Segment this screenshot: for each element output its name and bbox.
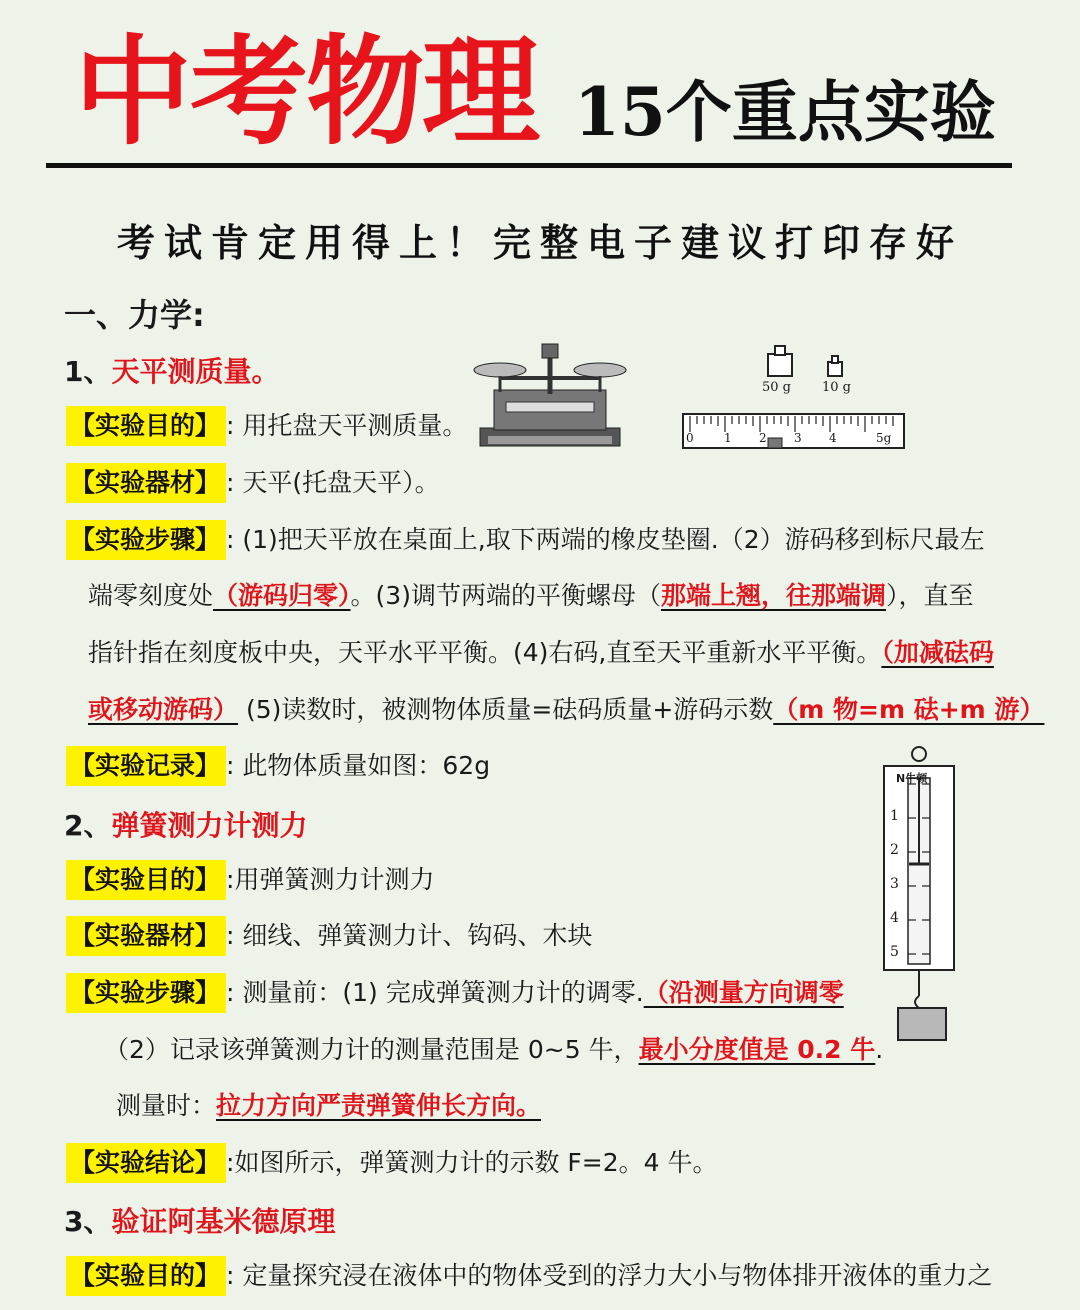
exp3-purpose-text: : 定量探究浸在液体中的物体受到的浮力大小与物体排开液体的重力之 — [226, 1261, 993, 1290]
exp2-steps-text-2b: . — [875, 1035, 884, 1064]
exp1-purpose-text: : 用托盘天平测质量。 — [226, 411, 468, 440]
exp1-purpose-tag: 【实验目的】 — [66, 406, 226, 446]
ruler-tick-label: 0 — [686, 431, 694, 445]
exp1-steps-text-2a: 端零刻度处 — [88, 581, 214, 610]
exp1-steps-line-1 — [66, 520, 985, 560]
spring-scale-figure — [880, 744, 960, 1044]
ruler-tick-label: 1 — [724, 431, 732, 445]
exp2-highlight-zeroing: （沿测量方向调零 — [643, 978, 844, 1007]
spring-scale-tick-2: 2 — [890, 842, 899, 858]
exp1-purpose-line — [66, 406, 467, 446]
spring-scale-tick-3: 3 — [890, 876, 899, 892]
exp2-conclusion-line — [66, 1143, 717, 1183]
exp1-steps-text-2b: 。(3)调节两端的平衡螺母（ — [350, 581, 661, 610]
exp2-steps-line-1 — [66, 973, 844, 1013]
exp2-steps-line-2 — [104, 1030, 883, 1070]
exp2-conclusion-text: :如图所示，弹簧测力计的示数 F=2。4 牛。 — [226, 1148, 718, 1177]
exp1-steps-text-4: (5)读数时，被测物体质量=砝码质量+游码示数 — [238, 695, 774, 724]
exp1-highlight-formula: （m 物=m 砝+m 游） — [773, 695, 1045, 724]
exp2-equipment-text: : 细线、弹簧测力计、钩码、木块 — [226, 921, 593, 950]
ruler-tick-labels — [686, 431, 902, 449]
exp2-steps-text-2a: （2）记录该弹簧测力计的测量范围是 0~5 牛， — [104, 1035, 639, 1064]
exp1-highlight-adjust: 那端上翘，往那端调 — [660, 581, 886, 610]
exp1-steps-text-3: 指针指在刻度板中央，天平水平平衡。(4)右码,直至天平重新水平平衡。 — [88, 638, 882, 667]
weight-50g-label: 50 g — [762, 380, 791, 395]
experiment-3-name: 验证阿基米德原理 — [111, 1205, 336, 1238]
exp1-steps-tag: 【实验步骤】 — [66, 520, 226, 560]
exp1-equipment-line — [66, 463, 440, 503]
exp1-equipment-text: : 天平(托盘天平）。 — [226, 468, 440, 497]
exp2-steps-text-3: 测量时： — [116, 1091, 217, 1120]
exp1-steps-line-3 — [88, 633, 994, 673]
exp3-purpose-tag: 【实验目的】 — [66, 1256, 226, 1296]
exp1-highlight-rider: 或移动游码） — [88, 695, 239, 724]
ruler-tick-label: 3 — [794, 431, 802, 445]
exp1-steps-text-2c: ），直至 — [885, 581, 974, 610]
exp2-steps-line-3 — [116, 1086, 541, 1126]
exp2-highlight-division: 最小分度值是 0.2 牛 — [638, 1035, 876, 1064]
exp1-record-line — [66, 746, 490, 786]
exp2-conclusion-tag: 【实验结论】 — [66, 1143, 226, 1183]
exp2-equipment-line — [66, 916, 592, 956]
experiment-2-heading — [64, 804, 308, 844]
page-subtitle-main: 15个重点实验 — [574, 73, 996, 151]
experiment-1-number: 1、 — [64, 355, 112, 388]
experiment-3-number: 3、 — [64, 1205, 112, 1238]
spring-scale-unit-label: N牛顿 — [896, 772, 928, 785]
page-title: 中考物理 — [74, 22, 539, 161]
spring-scale-tick-1: 1 — [890, 808, 899, 824]
experiment-1-name: 天平测质量。 — [111, 355, 280, 388]
exp1-steps-line-2 — [88, 576, 973, 616]
exp2-equipment-tag: 【实验器材】 — [66, 916, 226, 956]
exp2-steps-tag: 【实验步骤】 — [66, 973, 226, 1013]
experiment-2-number: 2、 — [64, 809, 112, 842]
spring-scale-tick-4: 4 — [890, 910, 899, 926]
exp2-purpose-tag: 【实验目的】 — [66, 860, 226, 900]
balance-scale-figure — [470, 338, 630, 454]
spring-scale-tick-5: 5 — [890, 944, 899, 960]
exp2-steps-text-1: : 测量前：(1) 完成弹簧测力计的调零. — [226, 978, 644, 1007]
exp2-purpose-text: :用弹簧测力计测力 — [226, 865, 435, 894]
ruler-tick-label: 5g — [876, 431, 892, 445]
ruler-tick-label: 2 — [759, 431, 767, 445]
exp1-highlight-zero: （游码归零） — [213, 581, 351, 610]
weight-10g-label: 10 g — [822, 380, 851, 395]
tagline: 考试肯定用得上！完整电子建议打印存好 — [116, 220, 963, 265]
section-heading-mechanics: 一、力学: — [64, 296, 205, 334]
exp1-steps-text-1: : (1)把天平放在桌面上,取下两端的橡皮垫圈.（2）游码移到标尺最左 — [226, 525, 985, 554]
exp1-highlight-weights: （加减砝码 — [881, 638, 994, 667]
exp3-purpose-line — [66, 1256, 992, 1296]
experiment-2-name: 弹簧测力计测力 — [111, 809, 308, 842]
exp1-record-tag: 【实验记录】 — [66, 746, 226, 786]
exp2-purpose-line — [66, 860, 434, 900]
experiment-3-heading — [64, 1200, 336, 1240]
title-divider — [46, 163, 1012, 168]
exp1-steps-line-4 — [88, 690, 1044, 730]
experiment-1-heading — [64, 350, 280, 390]
exp1-record-text: : 此物体质量如图：62g — [226, 751, 491, 780]
ruler-tick-label: 4 — [829, 431, 837, 445]
exp2-highlight-direction: 拉力方向严责弹簧伸长方向。 — [216, 1091, 542, 1120]
title-row — [74, 22, 1034, 162]
exp1-equipment-tag: 【实验器材】 — [66, 463, 226, 503]
